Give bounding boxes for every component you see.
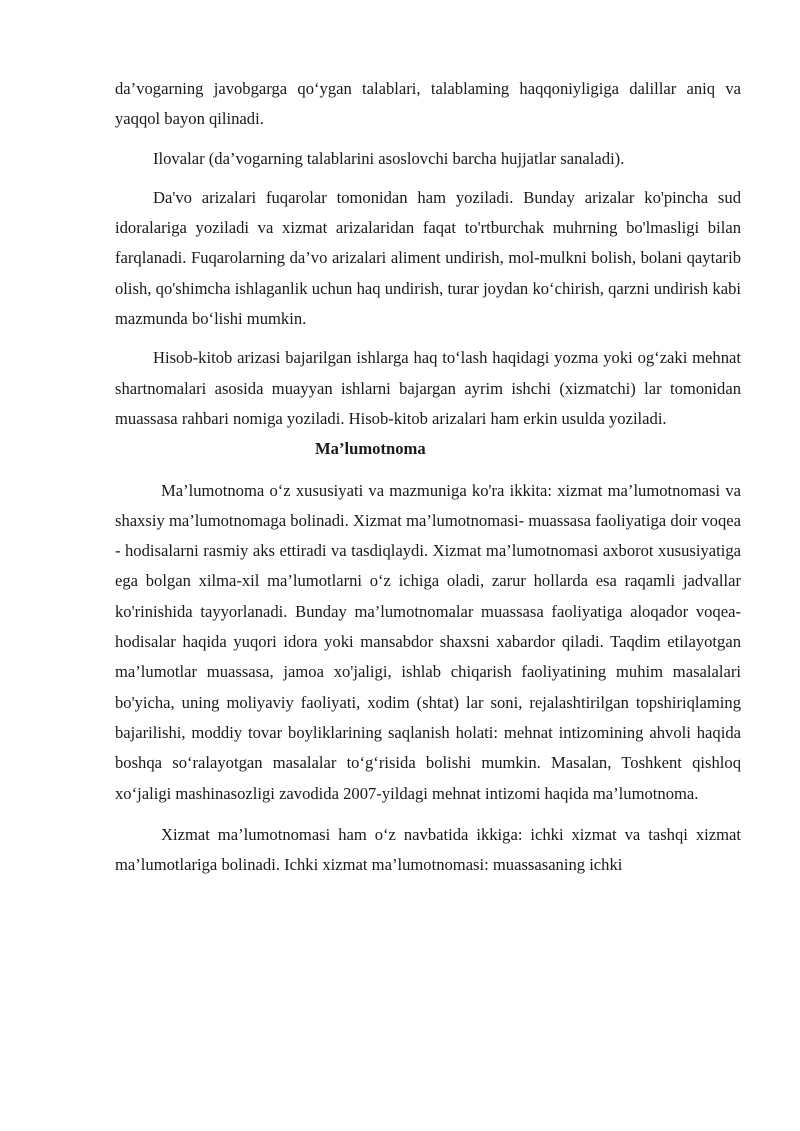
paragraph-settlement-application: Hisob-kitob arizasi bajarilgan ishlarga haq to‘lash haqidagi yozma yoki og‘zaki mehnat shartnomalari asosida muayyan ishlarni bajargan ayrim ishchi (xizmatchi) lar tomonidan muassasa rahbari nomiga yoziladi. Hisob-kitob arizalari ham erkin usulda yoziladi. xyxy=(115,348,741,428)
document-page xyxy=(115,74,741,880)
section-heading-malumotnoma: Ma’lumotnoma xyxy=(315,439,426,459)
paragraph-claim-requirements: da’vogarning javobgarga qo‘ygan talablari, talablaming haqqoniyligiga dalillar aniq va yaqqol bayon qilinadi. xyxy=(115,79,741,129)
paragraph-malumotnoma-types: Ma’lumotnoma o‘z xususiyati va mazmuniga ko'ra ikkita: xizmat ma’lumotnomasi va shaxsiy ma’lumotnomaga bolinadi. Xizmat ma’lumotnomasi- muassasa faoliyatiga doir voqea - hodisalarni rasmiy aks ettiradi va tasdiqlaydi. Xizmat ma’lumotnomasi axborot xususiyatiga ega bolgan xilma-xil ma’lumotlarni o‘z ichiga oladi, zarur hollarda esa raqamli jadvallar ko'rinishida tayyorlanadi. Bunday ma’lumotnomalar muassasa faoliyatiga aloqador voqea-hodisalar haqida yuqori idora yoki mansabdor shaxsni xabardor qiladi. Taqdim etilayotgan ma’lumotlar muassasa, jamoa xo'jaligi, ishlab chiqarish faoliyatining muhim masalalari bo'yicha, uning moliyaviy faoliyati, xodim (shtat) lar soni, rejalashtirilgan topshiriqlaming bajarilishi, moddiy tovar boyliklarining saqlanish holati: mehnat intizomining ahvoli haqida boshqa so‘ralayotgan masalalar to‘g‘risida bolishi mumkin. Masalan, Toshkent qishloq xo‘jaligi mashinasozligi zavodida 2007-yildagi mehnat intizomi haqida ma’lumotnoma. xyxy=(115,480,741,803)
paragraph-service-info-types: Xizmat ma’lumotnomasi ham o‘z navbatida ikkiga: ichki xizmat va tashqi xizmat ma’lumotlariga bolinadi. Ichki xizmat ma’lumotnomasi: muassasaning ichki xyxy=(115,824,741,875)
paragraph-attachments: Ilovalar (da’vogarning talablarini asoslovchi barcha hujjatlar sanaladi). xyxy=(153,148,625,168)
paragraph-citizen-claims: Da'vo arizalari fuqarolar tomonidan ham yoziladi. Bunday arizalar ko'pincha sud idoralariga yoziladi va xizmat arizalaridan faqat to'rtburchak muhrning bo'lmasligi bilan farqlanadi. Fuqarolarning da’vo arizalari aliment undirish, mol-mulkni bolish, bolani qaytarib olish, qo'shimcha ishlaganlik uchun haq undirish, turar joydan ko‘chirish, qarzni undirish kabi mazmunda bo‘lishi mumkin. xyxy=(115,187,741,329)
